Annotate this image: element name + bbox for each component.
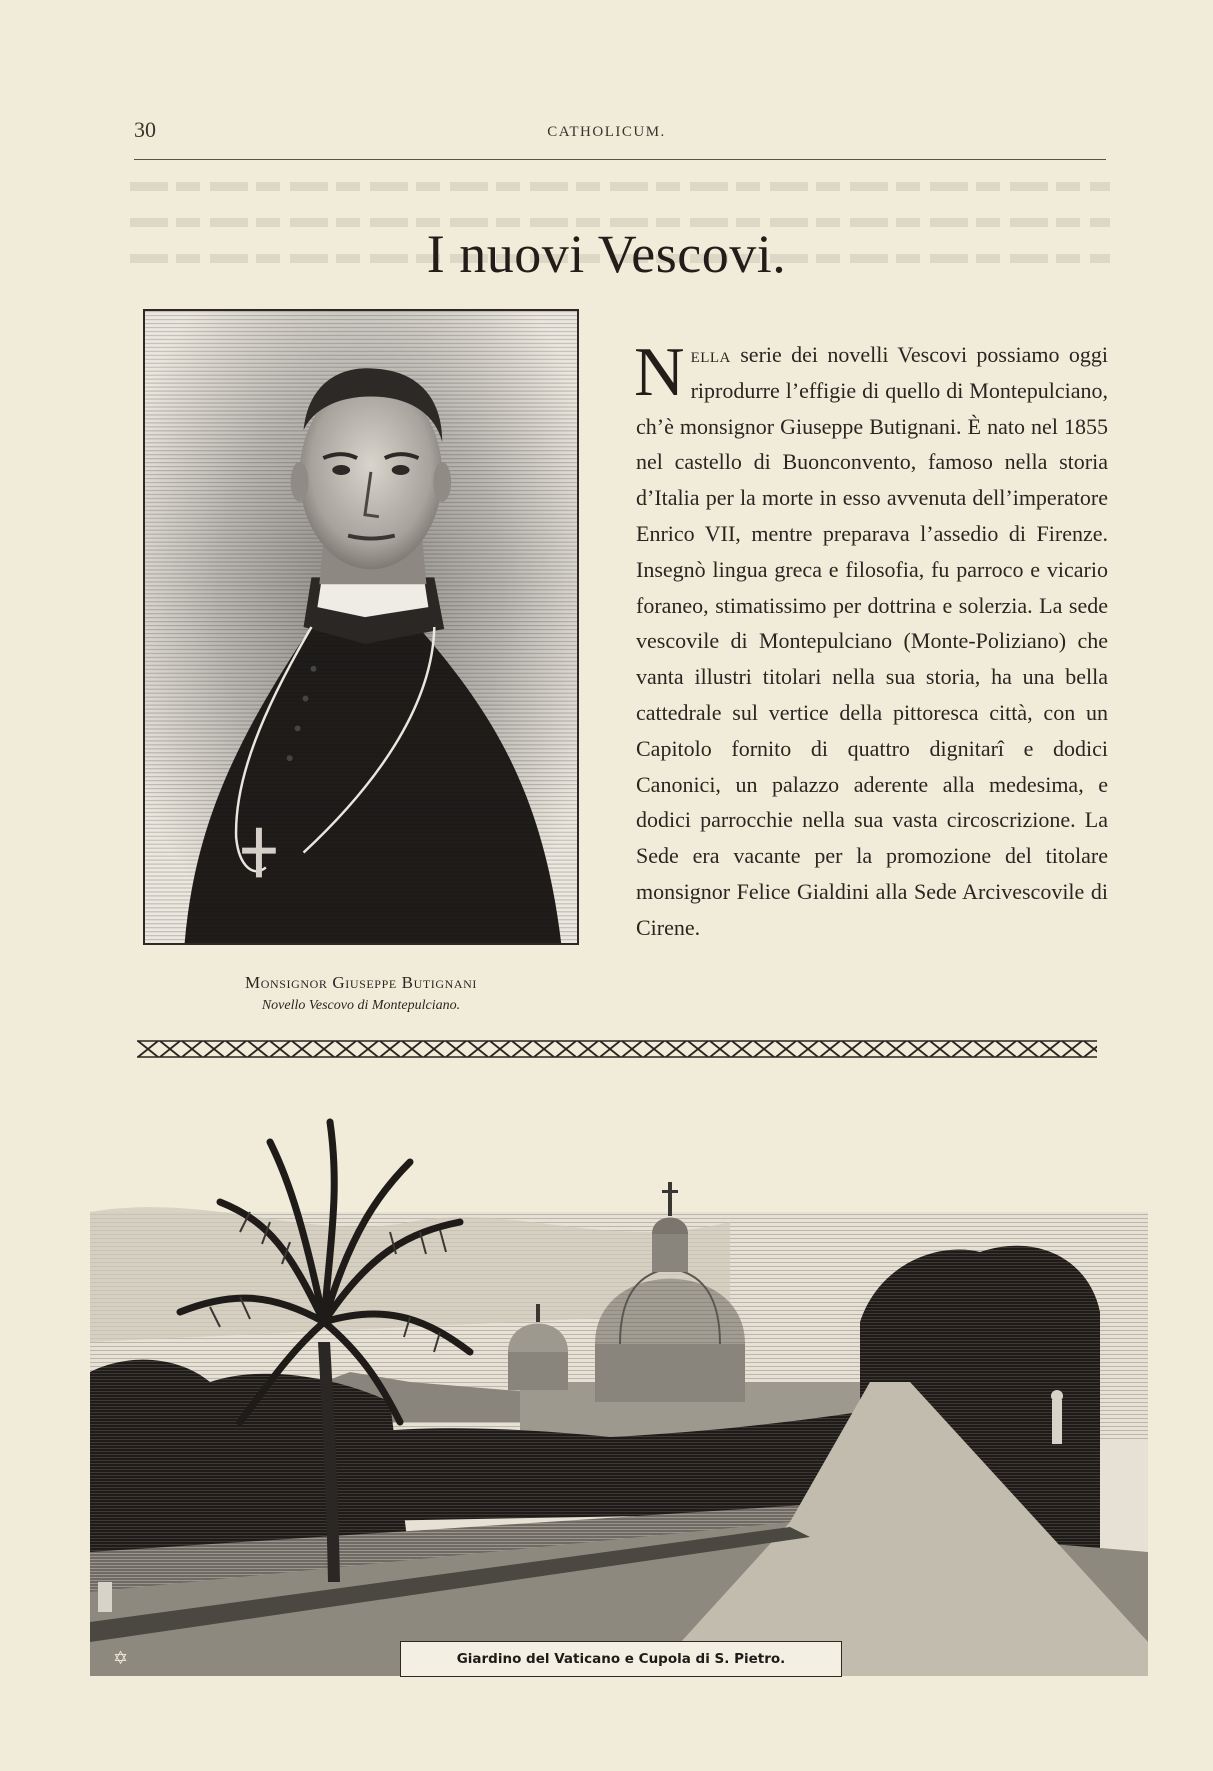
vatican-garden-illustration bbox=[90, 1082, 1148, 1676]
article-title: I nuovi Vescovi. bbox=[426, 224, 787, 284]
running-title: CATHOLICUM. bbox=[547, 124, 666, 140]
header-rule bbox=[134, 159, 1106, 160]
ornamental-divider bbox=[137, 1038, 1097, 1060]
lead-word: ella bbox=[690, 342, 731, 367]
drop-cap: N bbox=[634, 334, 685, 411]
bishop-portrait bbox=[143, 309, 579, 945]
article-paragraph: serie dei novelli Vescovi possiamo oggi riprodurre l’effigie di quello di Montepulciano, ch’è monsignor Giuseppe Butignani. È nato nel 1855 nel castello di Buonconvento, famoso nella storia d’Italia per la morte in esso avvenuta dell’imperatore Enrico VII, mentre preparava l’assedio di Firenze. Insegnò lingua greca e filosofia, fu parroco e vicario foraneo, stimatissimo per dottrina e solerzia. La sede vescovile di Montepulciano (Monte-Poliziano) che vanta illustri titolari nella sua storia, ha una bella cattedrale sul vertice della pittoresca città, con un Capitolo fornito di quattro dignitarî e dodici Canonici, un palazzo aderente alla medesima, e dodici parrocchie nella sua vasta circoscrizione. La Sede era vacante per la promozione del titolare monsignor Felice Gialdini alla Sede Arcivescovile di Cirene. bbox=[636, 342, 1108, 940]
portrait-caption-role: Novello Vescovo di Montepulciano. bbox=[261, 998, 461, 1013]
star-of-david-icon: ✡ bbox=[113, 1648, 129, 1669]
illustration-caption: Giardino del Vaticano e Cupola di S. Pietro. bbox=[400, 1641, 842, 1677]
portrait-engraving-image bbox=[145, 311, 577, 943]
portrait-caption-name: Monsignor Giuseppe Butignani bbox=[244, 973, 478, 992]
article-body bbox=[634, 334, 1108, 946]
page-number: 30 bbox=[134, 117, 156, 142]
